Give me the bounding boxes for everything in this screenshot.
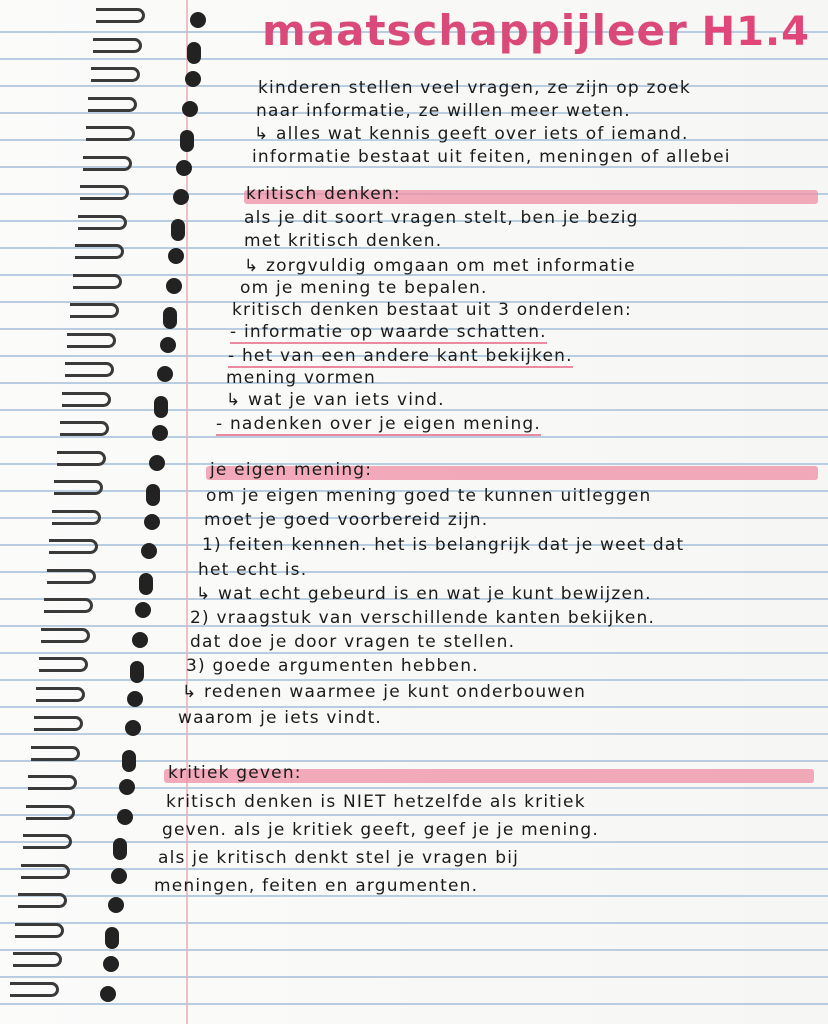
section-heading-eigen: je eigen mening: [210, 460, 373, 480]
spiral-coil [49, 539, 98, 554]
eigen-line-8: 3) goede argumenten hebben. [186, 656, 479, 676]
kritisch-line-8: mening vormen [226, 368, 377, 388]
kritiek-line-2: geven. als je kritiek geeft, geef je je mening. [162, 820, 600, 840]
spiral-coil [70, 303, 119, 318]
eigen-line-7: dat doe je door vragen te stellen. [190, 632, 516, 652]
spiral-coil [13, 952, 62, 967]
punch-hole [105, 927, 119, 949]
punch-hole [185, 71, 201, 87]
kritisch-line-9: ↳ wat je van iets vind. [226, 390, 445, 410]
spiral-coil [18, 893, 67, 908]
spiral-coil [65, 362, 114, 377]
title-text: maatschappijleer [262, 6, 688, 55]
punch-hole [122, 750, 136, 772]
punch-hole [144, 514, 160, 530]
kritisch-line-5: kritisch denken bestaat uit 3 onderdelen: [232, 300, 632, 320]
eigen-line-6: 2) vraagstuk van verschillende kanten bekijken. [190, 608, 656, 628]
page-title [262, 6, 810, 55]
spiral-coil [93, 38, 142, 53]
kritisch-line-6: - informatie op waarde schatten. [230, 322, 547, 342]
eigen-line-10: waarom je iets vindt. [178, 708, 383, 728]
spiral-coil [28, 775, 77, 790]
margin-line [186, 0, 188, 1024]
eigen-line-4: het echt is. [198, 560, 308, 580]
intro-line-4: informatie bestaat uit feiten, meningen of allebei [252, 147, 731, 167]
kritisch-line-4: om je mening te bepalen. [240, 278, 488, 298]
punch-hole [157, 366, 173, 382]
eigen-line-1: om je eigen mening goed te kunnen uitleggen [206, 486, 652, 506]
punch-hole [166, 278, 182, 294]
spiral-coil [47, 569, 96, 584]
spiral-coil [78, 215, 127, 230]
spiral-coil [83, 156, 132, 171]
punch-hole [103, 956, 119, 972]
punch-hole [180, 130, 194, 152]
punch-hole [149, 455, 165, 471]
spiral-coil [41, 628, 90, 643]
section-heading-kritiek: kritiek geven: [168, 763, 302, 783]
spiral-binding [0, 0, 160, 1024]
spiral-coil [67, 333, 116, 348]
kritisch-line-10: - nadenken over je eigen mening. [216, 414, 542, 434]
kritisch-line-7: - het van een andere kant bekijken. [228, 346, 573, 366]
spiral-coil [62, 392, 111, 407]
eigen-line-2: moet je goed voorbereid zijn. [204, 510, 489, 530]
punch-hole [190, 12, 206, 28]
punch-hole [111, 868, 127, 884]
punch-hole [100, 986, 116, 1002]
punch-hole [127, 691, 143, 707]
intro-line-1: kinderen stellen veel vragen, ze zijn op zoek [258, 78, 691, 98]
spiral-coil [80, 185, 129, 200]
punch-hole [125, 720, 141, 736]
eigen-line-3: 1) feiten kennen. het is belangrijk dat je weet dat [202, 535, 685, 555]
spiral-coil [26, 805, 75, 820]
spiral-coil [96, 8, 145, 23]
chapter-label: H1.4 [701, 9, 811, 55]
spiral-coil [52, 510, 101, 525]
spiral-coil [57, 451, 106, 466]
punch-hole [182, 101, 198, 117]
eigen-line-5: ↳ wat echt gebeurd is en wat je kunt bewijzen. [196, 584, 652, 604]
punch-hole [152, 425, 168, 441]
spiral-coil [75, 244, 124, 259]
spiral-coil [54, 480, 103, 495]
kritiek-line-3: als je kritisch denkt stel je vragen bij [158, 848, 520, 868]
punch-hole [171, 219, 185, 241]
punch-hole [119, 779, 135, 795]
punch-hole [113, 838, 127, 860]
punch-hole [132, 632, 148, 648]
spiral-coil [39, 657, 88, 672]
punch-hole [187, 42, 201, 64]
punch-hole [146, 484, 160, 506]
spiral-coil [15, 923, 64, 938]
spiral-coil [86, 126, 135, 141]
intro-line-2: naar informatie, ze willen meer weten. [256, 101, 631, 121]
spiral-coil [44, 598, 93, 613]
punch-hole [176, 160, 192, 176]
spiral-coil [21, 864, 70, 879]
spiral-coil [36, 687, 85, 702]
spiral-coil [60, 421, 109, 436]
spiral-coil [10, 982, 59, 997]
punch-hole [168, 248, 184, 264]
kritisch-line-3: ↳ zorgvuldig omgaan om met informatie [244, 256, 636, 276]
kritiek-line-4: meningen, feiten en argumenten. [154, 876, 479, 896]
punch-hole [160, 337, 176, 353]
kritisch-line-1: als je dit soort vragen stelt, ben je bezig [244, 208, 639, 228]
punch-hole [117, 809, 133, 825]
spiral-coil [91, 67, 140, 82]
kritisch-line-2: met kritisch denken. [244, 231, 443, 251]
spiral-coil [31, 746, 80, 761]
punch-hole [108, 897, 124, 913]
punch-hole [135, 602, 151, 618]
punch-hole [139, 573, 153, 595]
punch-hole [154, 396, 168, 418]
spiral-coil [73, 274, 122, 289]
kritiek-line-1: kritisch denken is NIET hetzelfde als kritiek [166, 792, 586, 812]
spiral-coil [23, 834, 72, 849]
punch-hole [130, 661, 144, 683]
intro-line-3: ↳ alles wat kennis geeft over iets of iemand. [254, 124, 689, 144]
spiral-coil [88, 97, 137, 112]
section-heading-kritisch: kritisch denken: [246, 184, 401, 204]
punch-hole [141, 543, 157, 559]
punch-hole [163, 307, 177, 329]
spiral-coil [34, 716, 83, 731]
eigen-line-9: ↳ redenen waarmee je kunt onderbouwen [182, 682, 587, 702]
